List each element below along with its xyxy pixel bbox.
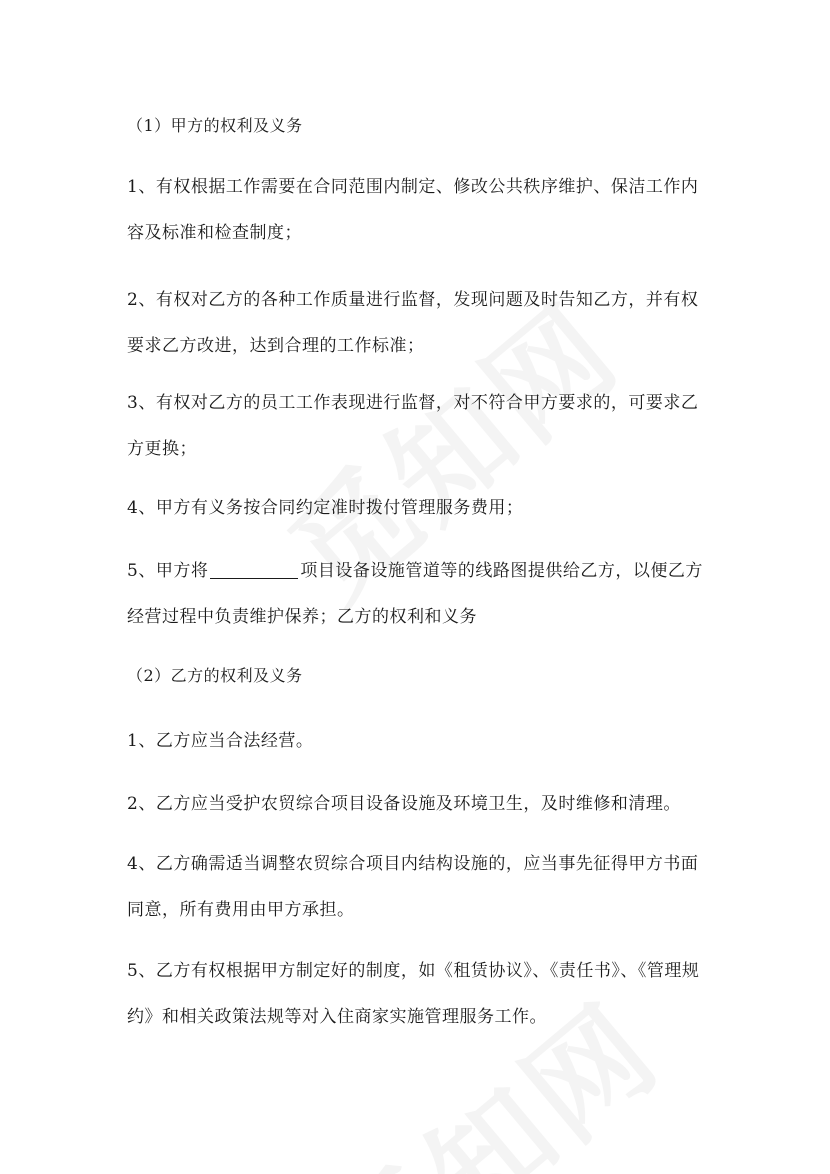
section-b-item-4: 4、乙方确需适当调整农贸综合项目内结构设施的，应当事先征得甲方书面同意，所有费用由甲方承担。 xyxy=(127,854,699,920)
section-a-item-1: 1、有权根据工作需要在合同范围内制定、修改公共秩序维护、保洁工作内容及标准和检查制度； xyxy=(127,177,699,243)
item-5-suffix: 项目设备设施管道等的线路图提供给乙方，以便乙方经营过程中负责维护保养；乙方的权利和义务 xyxy=(127,561,703,627)
fill-in-blank[interactable] xyxy=(210,560,298,579)
section-b-heading: （2）乙方的权利及义务 xyxy=(127,666,303,685)
section-b-item-5: 5、乙方有权根据甲方制定好的制度，如《租赁协议》、《责任书》、《管理规约》和相关政策法规等对入住商家实施管理服务工作。 xyxy=(127,961,700,1027)
section-b-item-2: 2、乙方应当受护农贸综合项目设备设施及环境卫生，及时维修和清理。 xyxy=(127,794,681,814)
section-a-item-5 xyxy=(127,548,707,640)
section-a-heading: （1）甲方的权利及义务 xyxy=(127,116,303,135)
item-5-prefix: 5、甲方将 xyxy=(127,561,209,581)
section-a-item-4: 4、甲方有义务按合同约定准时拨付管理服务费用； xyxy=(127,498,524,518)
section-b-item-1: 1、乙方应当合法经营。 xyxy=(127,731,314,751)
section-a-item-3: 3、有权对乙方的员工工作表现进行监督，对不符合甲方要求的，可要求乙方更换； xyxy=(127,393,699,459)
section-a-item-2: 2、有权对乙方的各种工作质量进行监督，发现问题及时告知乙方，并有权要求乙方改进，达到合理的工作标准； xyxy=(127,290,699,356)
